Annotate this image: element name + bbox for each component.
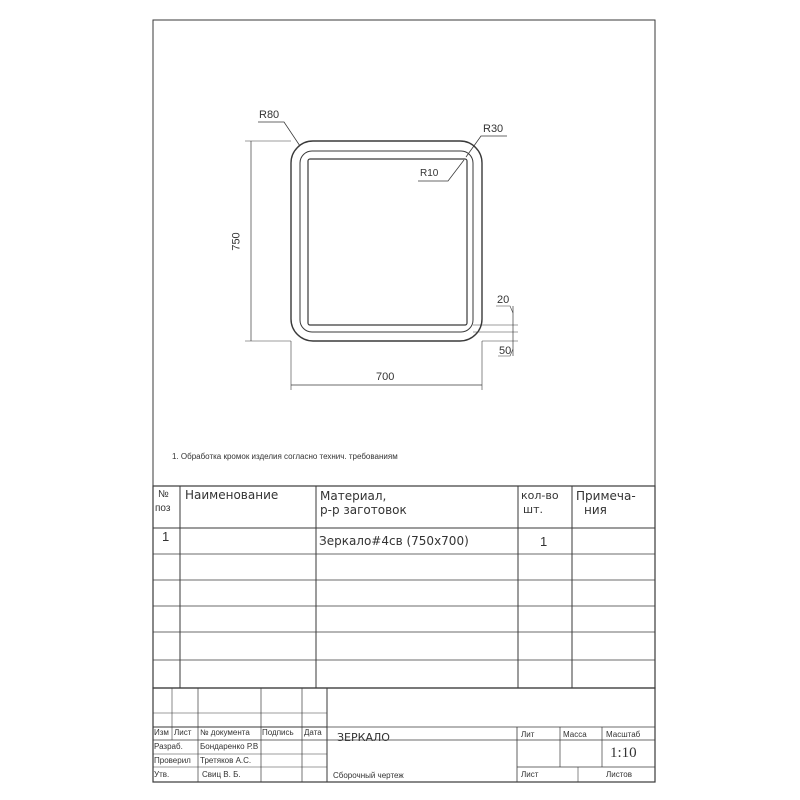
dim-50-label: 50 <box>499 345 512 357</box>
tb-label-date: Дата <box>304 728 322 737</box>
header-material-line2: р-р заготовок <box>320 503 407 517</box>
r30-leader <box>466 136 507 157</box>
dim-20-label: 20 <box>497 294 510 306</box>
tb-prov-name: Третяков А.С. <box>200 756 252 765</box>
header-remarks-line2: ния <box>584 503 607 517</box>
technical-note: 1. Обработка кромок изделия согласно технич. требованиям <box>172 452 398 461</box>
tb-label-massa: Масса <box>563 730 587 739</box>
header-pos-line2: поз <box>155 503 171 514</box>
row1-pos: 1 <box>162 529 170 544</box>
dim-r30-label: R30 <box>483 123 504 135</box>
tb-label-masshtab: Масштаб <box>606 730 641 739</box>
header-material-line1: Материал, <box>320 489 387 503</box>
tb-label-list: Лист <box>174 728 192 737</box>
tb-subtitle: Сборочный чертеж <box>333 771 404 780</box>
tb-title: ЗЕРКАЛО <box>337 731 390 744</box>
tb-utv-name: Свиц В. Б. <box>202 770 241 779</box>
tb-label-doc: № документа <box>200 728 250 737</box>
dim-750-label: 750 <box>230 232 243 251</box>
tb-label-izm: Изм <box>154 728 169 737</box>
dim-r10-label: R10 <box>420 168 439 179</box>
tb-label-lit: Лит <box>521 730 535 739</box>
header-qty-line1: кол-во <box>521 489 559 502</box>
header-remarks-line1: Примеча- <box>576 489 636 503</box>
dim-20-leader <box>496 306 513 313</box>
header-pos-line1: № <box>158 489 169 500</box>
tb-razrab-name: Бондаренко Р.В <box>200 742 259 751</box>
tb-label-listov: Листов <box>606 770 632 779</box>
tb-label-prov: Проверил <box>154 756 191 765</box>
tb-label-sign: Подпись <box>262 728 294 737</box>
row1-material: Зеркало#4св (750х700) <box>319 534 469 548</box>
dim-700-label: 700 <box>376 371 395 383</box>
tb-label-list2: Лист <box>521 770 539 779</box>
sheet-frame <box>153 20 655 782</box>
mirror-outer-outline <box>291 141 482 341</box>
mirror-bevel-outline <box>300 151 473 332</box>
dim-r80-label: R80 <box>259 109 280 121</box>
row1-qty: 1 <box>540 534 548 549</box>
tb-scale: 1:10 <box>610 745 637 761</box>
r80-leader <box>258 122 300 146</box>
header-qty-line2: шт. <box>523 503 543 516</box>
header-name: Наименование <box>185 488 279 502</box>
tb-label-razrab: Разраб. <box>154 742 183 751</box>
mirror-inner-outline <box>308 159 467 325</box>
tb-label-utv: Утв. <box>154 770 170 779</box>
